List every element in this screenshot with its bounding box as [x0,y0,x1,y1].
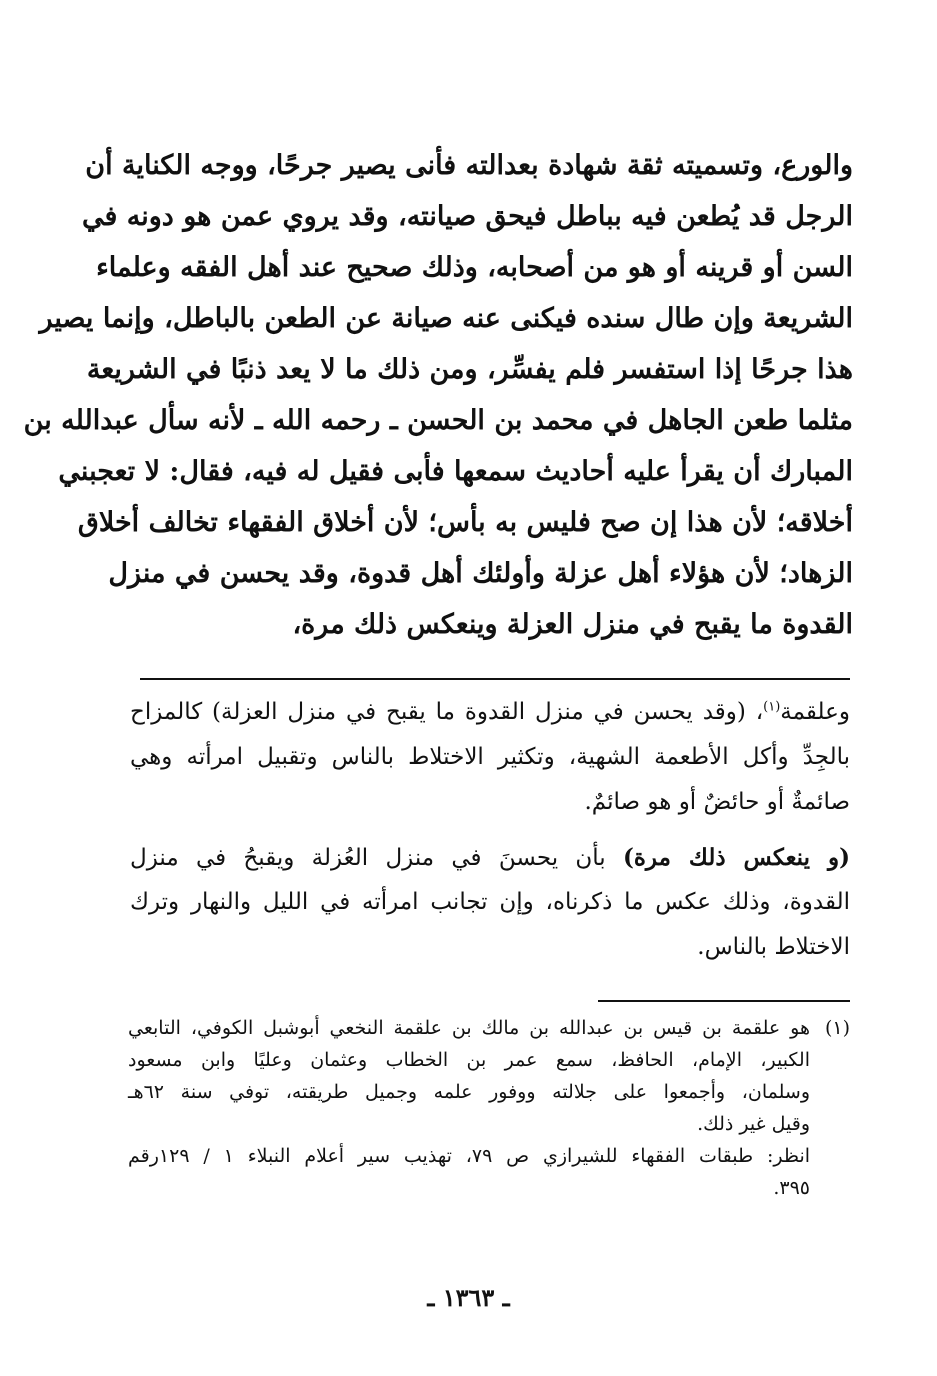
main-text-line: الزهاد؛ لأن هؤلاء أهل عزلة وأولئك أهل قدوة، وقد يحسن في منزل [108,558,853,589]
commentary-line: بالجِدِّ وأكل الأطعمة الشهية، وتكثير الاختلاط بالناس وتقبيل امرأته وهي [130,744,850,770]
commentary-line [130,690,850,735]
paragraph-gap [130,825,850,835]
footnote-divider [598,1000,850,1002]
footnote-line [128,1012,850,1044]
footnote-line: الكبير، الإمام، الحافظ، سمع عمر بن الخطاب وعثمان وعليًا وابن مسعود [128,1049,810,1071]
commentary-text: ، (وقد يحسن في منزل القدوة ما يقبح في منزل العزلة) كالمزاح [130,699,764,725]
main-divider [140,678,850,680]
footnote-line: وسلمان، وأجمعوا على جلالته ووفور علمه وجميل طريقته، توفي سنة ٦٢هـ [128,1081,810,1103]
commentary-text: بأن يحسنَ في منزل العُزلة ويقبحُ في منزل [130,845,623,871]
main-text-line: الرجل قد يُطعن فيه بباطل فيحق صيانته، وقد يروي عمن هو دونه في [81,201,853,232]
main-text-line: المبارك أن يقرأ عليه أحاديث سمعها فأبى فقيل له فيه، فقال: لا تعجبني [58,456,853,487]
footnote-reference[interactable]: (١) [763,699,781,715]
commentary-line [130,835,850,880]
footnote-line: وقيل غير ذلك. [697,1113,810,1135]
footnote-block [128,1012,850,1204]
page-number: ـ ١٣٦٣ ـ [427,1283,510,1312]
footnote-source-line: ٣٩٥. [773,1177,810,1199]
footnote-source-line: انظر: طبقات الفقهاء للشيرازي ص ٧٩، تهذيب سير أعلام النبلاء ١ / ١٢٩رقم [128,1145,811,1167]
quoted-phrase: (و ينعكس ذلك مرة) [623,844,850,871]
main-text-block [23,140,853,650]
footnote-number: (١) [824,1017,850,1039]
commentary-word: وعلقمة [780,699,850,725]
commentary-line: صائمةٌ أو حائضٌ أو هو صائمٌ. [584,789,850,815]
commentary-line: القدوة، وذلك عكس ما ذكرناه، وإن تجانب امرأته في الليل والنهار وترك [130,889,850,915]
main-text-line: هذا جرحًا إذا استفسر فلم يفسِّر، ومن ذلك ما لا يعد ذنبًا في الشريعة [86,354,853,385]
footnote-text: هو علقمة بن قيس بن عبدالله بن مالك بن علقمة النخعي أبوشبل الكوفي، التابعي [128,1017,810,1039]
main-text-line: أخلاقه؛ لأن هذا إن صح فليس به بأس؛ لأن أخلاق الفقهاء تخالف أخلاق [77,507,853,538]
main-text-line: السن أو قرينه أو هو من أصحابه، وذلك صحيح عند أهل الفقه وعلماء [96,252,853,283]
main-text-line: القدوة ما يقبح في منزل العزلة وينعكس ذلك مرة، [292,609,853,640]
commentary-line: الاختلاط بالناس. [697,934,850,960]
main-text-line: والورع، وتسميته ثقة شهادة بعدالته فأنى يصير جرحًا، ووجه الكناية أن [85,150,853,181]
commentary-block [130,690,850,970]
main-text-line: مثلما طعن الجاهل في محمد بن الحسن ـ رحمه الله ـ لأنه سأل عبدالله بن [23,405,853,436]
main-text-line: الشريعة وإن طال سنده فيكنى عنه صيانة عن الطعن بالباطل، وإنما يصير [39,303,853,334]
